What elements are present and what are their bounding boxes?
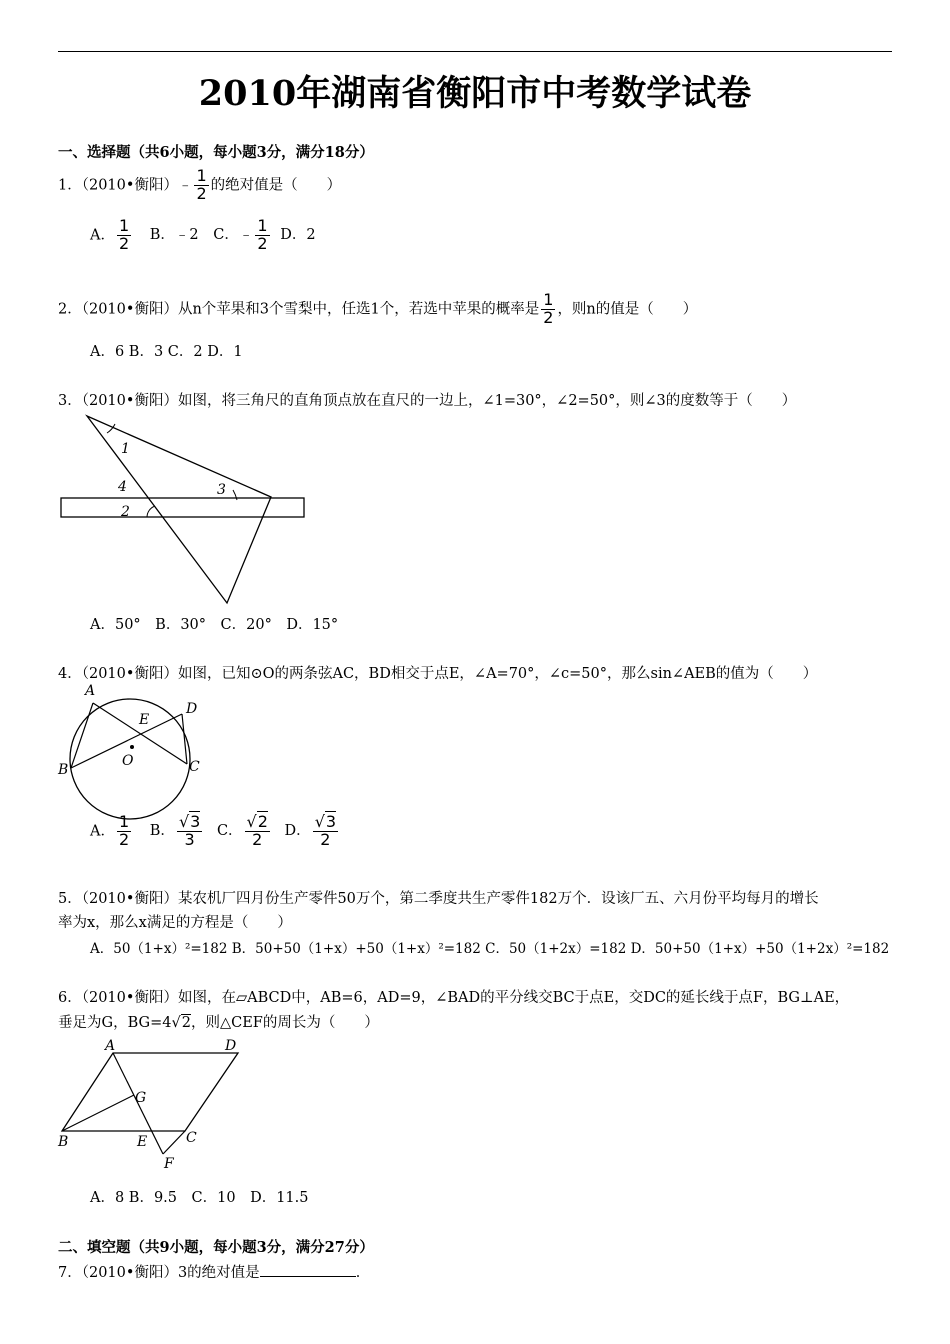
option-a: A． [90,823,115,840]
label-d: D [225,1038,237,1054]
label-g: G [135,1090,147,1106]
bg-radicand: 2 [181,1015,191,1031]
label-c: C [189,759,200,775]
label-b: B [58,1134,69,1150]
figure-parallelogram [55,1038,255,1178]
question-number: 2． [58,301,82,318]
option-c: C．﹣ [213,227,254,244]
option-d-fraction: $\frac{√3}{2}$ [314,812,337,849]
question-end: ． [355,1265,371,1281]
question-6-options: A．8 B．9.5 C．10 D．11.5 [90,1190,309,1206]
question-source: （2010•衡阳） [81,393,178,409]
option-a-fraction: $\frac{1}{2}$ [118,216,130,253]
question-2-options: A．6 B．3 C．2 D．1 [90,344,243,360]
fraction: $\frac{1}{2}$ [196,166,207,203]
question-number: 3． [58,393,82,409]
option-b: B． [149,823,175,840]
label-d: D [186,701,198,717]
label-o: O [122,753,134,769]
bg-coefficient: 4 [162,1015,172,1031]
set-square [87,416,271,603]
page-title: 2010年湖南省衡阳市中考数学试卷 [198,73,752,114]
question-text-end: ，则n的值是（ ） [557,301,698,318]
option-b: B．﹣2 [149,227,199,244]
label-b: B [58,762,69,778]
label-a: A [105,1038,116,1054]
question-text: 如图，在▱ABCD中，AB=6，AD=9，∠BAD的平分线交BC于点E，交DC的延长线于点F，BG⊥AE， [177,990,850,1006]
option-c: C． [216,823,243,840]
question-1 [58,168,341,203]
section-heading-fill-in: 二、填空题（共9小题，每小题3分，满分27分） [58,1239,374,1256]
question-text: 某农机厂四月份生产零件50万个，第二季度共生产零件182万个．设该厂五、六月份平均每月的增长 [177,891,819,907]
question-text: 的绝对值是（ ） [210,177,342,194]
label-angle-4: 4 [118,479,127,495]
label-a: A [85,683,96,699]
ruler [61,498,304,517]
figure-ruler-triangle [55,410,315,610]
label-c: C [186,1130,197,1146]
center-dot [130,745,134,749]
label-e: E [137,1134,148,1150]
answer-blank[interactable] [260,1276,356,1277]
label-angle-1: 1 [121,441,130,457]
option-a: A． [90,227,115,244]
question-source: （2010•衡阳） [81,301,178,318]
question-5-options: A．50（1+x）²=182 B．50+50（1+x）+50（1+x）²=182 C．50（1+2x）=182 D．50+50（1+x）+50（1+2x）²=182 [90,941,890,957]
question-2 [58,292,697,327]
top-rule [58,51,892,52]
question-3 [58,389,796,410]
label-angle-2: 2 [121,504,130,520]
option-d: D．2 [280,227,316,244]
option-c-fraction: $\frac{1}{2}$ [257,216,268,253]
question-number: 5． [58,891,82,907]
question-number: 6． [58,990,82,1006]
question-6-line2 [58,1011,379,1032]
option-a-fraction: $\frac{1}{2}$ [118,812,130,849]
question-source: （2010•衡阳） [81,990,178,1006]
label-f: F [164,1156,174,1172]
question-4 [58,662,817,683]
question-3-options: A．50° B．30° C．20° D．15° [90,617,339,633]
parallelogram-abcd [62,1053,238,1131]
question-source: （2010•衡阳） [81,1265,178,1281]
question-1-options [90,218,316,253]
segment-cf [163,1131,185,1154]
fraction: $\frac{1}{2}$ [543,290,554,327]
option-b-fraction: $\frac{√3}{3}$ [178,812,201,849]
question-number: 4． [58,666,82,682]
question-7 [58,1261,370,1282]
question-text: 3的绝对值是 [177,1265,260,1281]
question-4-options [90,814,340,849]
angle-2-arc [147,506,155,517]
question-source: （2010•衡阳） [81,177,178,194]
question-5 [58,887,819,908]
label-e: E [139,712,150,728]
segment-bg [62,1095,134,1131]
option-d: D． [284,823,311,840]
question-5-line2: 率为x，那么x满足的方程是（ ） [58,915,292,931]
section-heading-choice: 一、选择题（共6小题，每小题3分，满分18分） [58,144,374,161]
label-angle-3: 3 [217,482,226,498]
question-number: 1． [58,177,82,194]
question-text: 如图，已知⊙O的两条弦AC，BD相交于点E，∠A=70°，∠c=50°，那么sin∠AEB的值为（ ） [177,666,818,682]
sqrt-sign: √ [171,1015,181,1031]
question-text: 垂足为G，BG= [58,1015,163,1031]
question-text: 从n个苹果和3个雪梨中，任选1个，若选中苹果的概率是 [177,301,540,318]
question-6 [58,986,849,1007]
minus-sign: ﹣ [177,177,193,194]
question-source: （2010•衡阳） [81,666,178,682]
question-text: 如图，将三角尺的直角顶点放在直尺的一边上，∠1=30°，∠2=50°，则∠3的度数等于（ ） [177,393,797,409]
question-number: 7． [58,1265,82,1281]
question-source: （2010•衡阳） [81,891,178,907]
question-text-end: ，则△CEF的周长为（ ） [190,1015,379,1031]
option-c-fraction: $\frac{√2}{2}$ [246,812,268,849]
